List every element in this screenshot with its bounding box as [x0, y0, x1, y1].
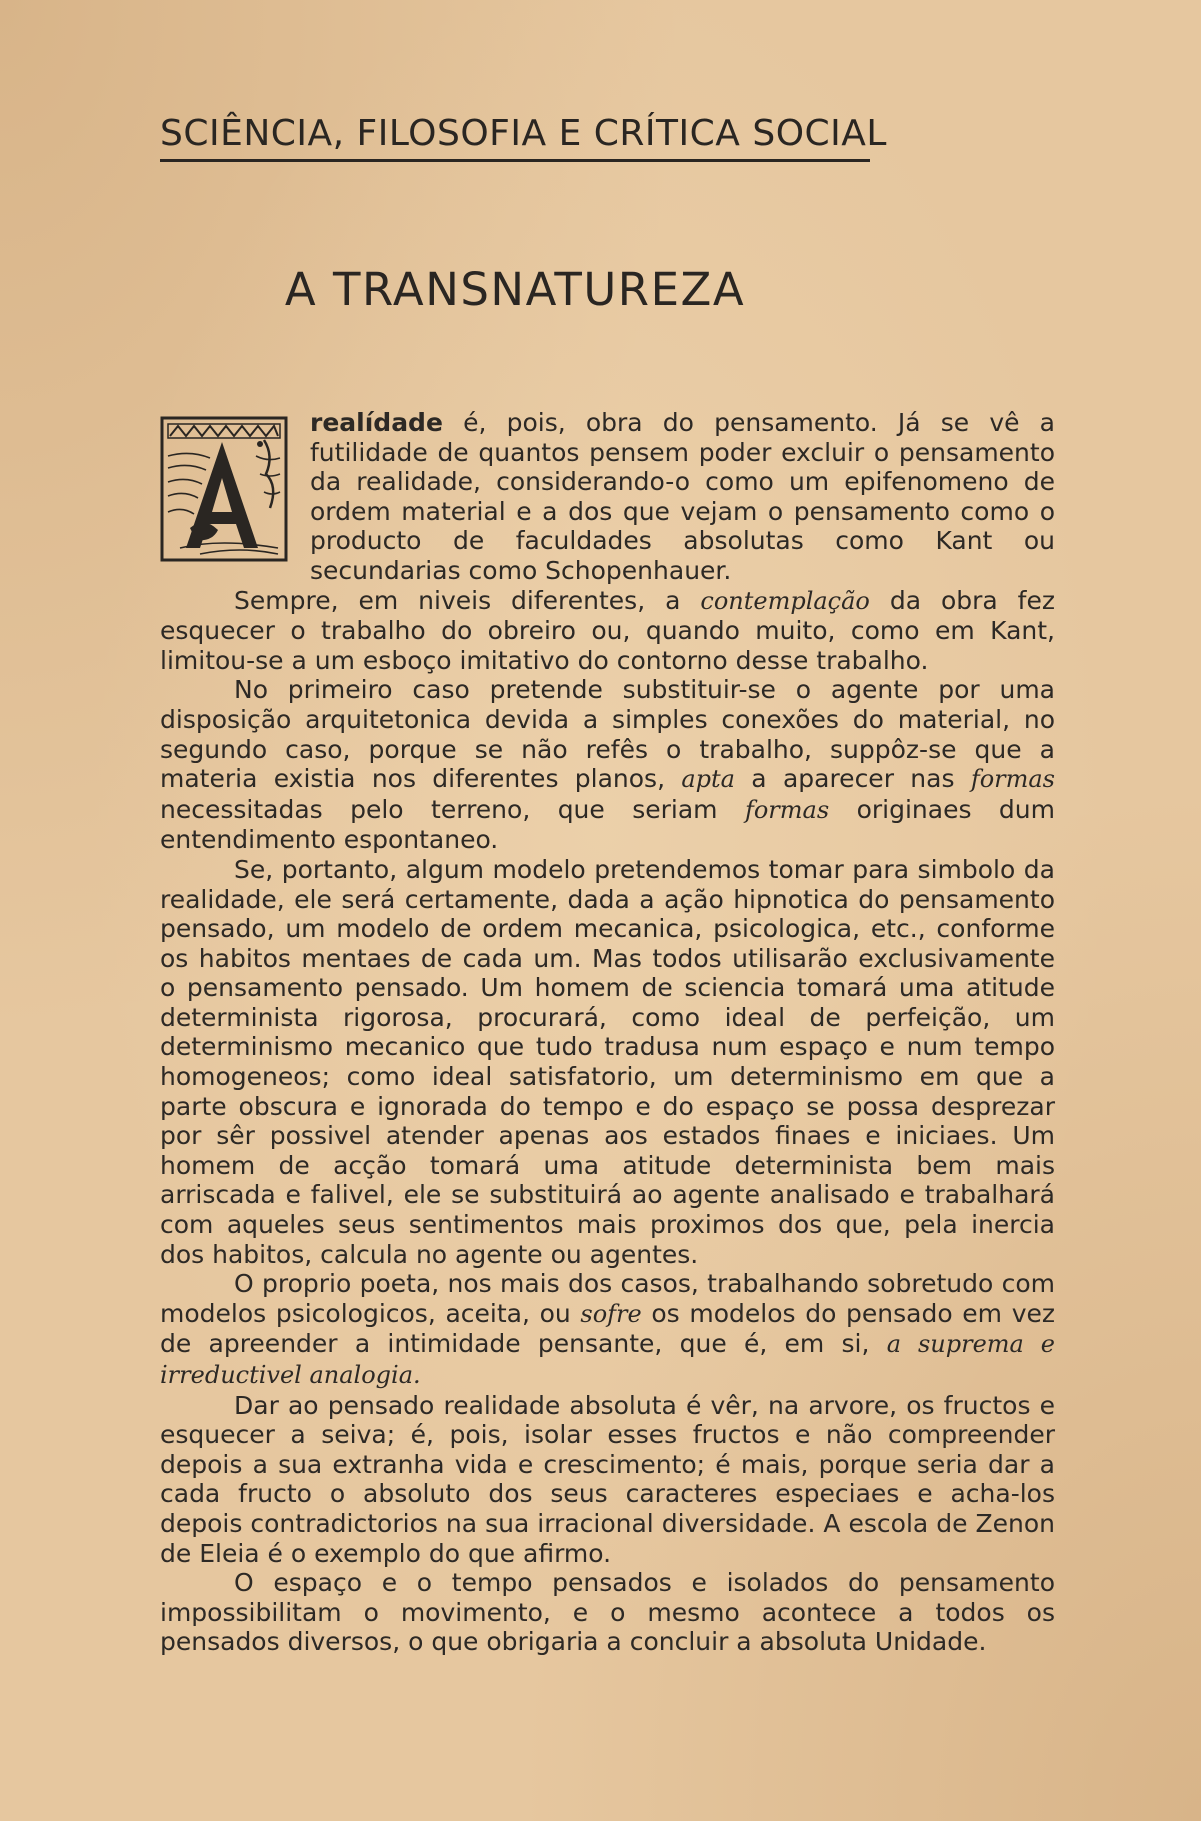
paragraph-1: realídade é, pois, obra do pensamento. Já se vê a futilidade de quantos pensem poder excluir o pensamento da realidade, considerando-o como um epifenomeno de ordem material e a dos que vejam o pensamento como o producto de faculdades absolutas como Kant ou secundarias como Schopenhauer. [310, 408, 1055, 585]
paragraph-2: Sempre, em niveis diferentes, a contemplação da obra fez esquecer o trabalho do obreiro ou, quando muito, como em Kant, limitou-se a um esboço imitativo do contorno desse trabalho. [160, 585, 1055, 675]
paragraph-4: Se, portanto, algum modelo pretendemos tomar para simbolo da realidade, ele será certamente, dada a ação hipnotica do pensamento pensado, um modelo de ordem mecanica, psicologica, etc., conforme os habitos mentaes de cada um. Mas todos utilisarão exclusivamente o pensamento pensado. Um homem de sciencia tomará uma atitude determinista rigorosa, procurará, como ideal de perfeição, um determinismo mecanico que tudo tradusa num espaço e num tempo homogeneos; como ideal satisfatorio, um determinismo em que a parte obscura e ignorada do tempo e do espaço se possa desprezar por sêr possivel atender apenas aos estados finaes e iniciaes. Um homem de acção tomará uma atitude determinista bem mais arriscada e falivel, ele se substituirá ao agente analisado e trabalhará com aqueles seus sentimentos mais proximos dos que, pela inercia dos habitos, calcula no agente ou agentes. [160, 854, 1055, 1269]
section-header-rule [160, 159, 870, 162]
drop-cap-ornament [160, 416, 288, 562]
paragraph-7: O espaço e o tempo pensados e isolados do pensamento impossibilitam o movimento, e o mesmo acontece a todos os pensados diversos, o que obrigaria a concluir a absoluta Unidade. [160, 1568, 1055, 1657]
paragraph-5: O proprio poeta, nos mais dos casos, trabalhando sobretudo com modelos psicologicos, aceita, ou sofre os modelos do pensado em vez de apreender a intimidade pensante, que é, em si, a suprema e irreductivel analogia. [160, 1269, 1055, 1389]
article-title: A TRANSNATUREZA [284, 263, 746, 316]
opening-word: realídade [310, 408, 443, 437]
article-body [160, 408, 1055, 1657]
paragraph-3: No primeiro caso pretende substituir-se o agente por uma disposição arquitetonica devida a simples conexões do material, no segundo caso, porque se não refês o trabalho, suppôz-se que a materia existia nos diferentes planos, apta a aparecer nas formas necessitadas pelo terreno, que seriam formas originaes dum entendimento espontaneo. [160, 675, 1055, 855]
section-header: SCIÊNCIA, FILOSOFIA E CRÍTICA SOCIAL [160, 113, 887, 154]
paragraph-6: Dar ao pensado realidade absoluta é vêr, na arvore, os fructos e esquecer a seiva; é, pois, isolar esses fructos e não compreender depois a sua extranha vida e crescimento; é mais, porque seria dar a cada fructo o absoluto dos seus caracteres especiaes e acha-los depois contradictorios na sua irracional diversidade. A escola de Zenon de Eleia é o exemplo do que afirmo. [160, 1390, 1055, 1568]
